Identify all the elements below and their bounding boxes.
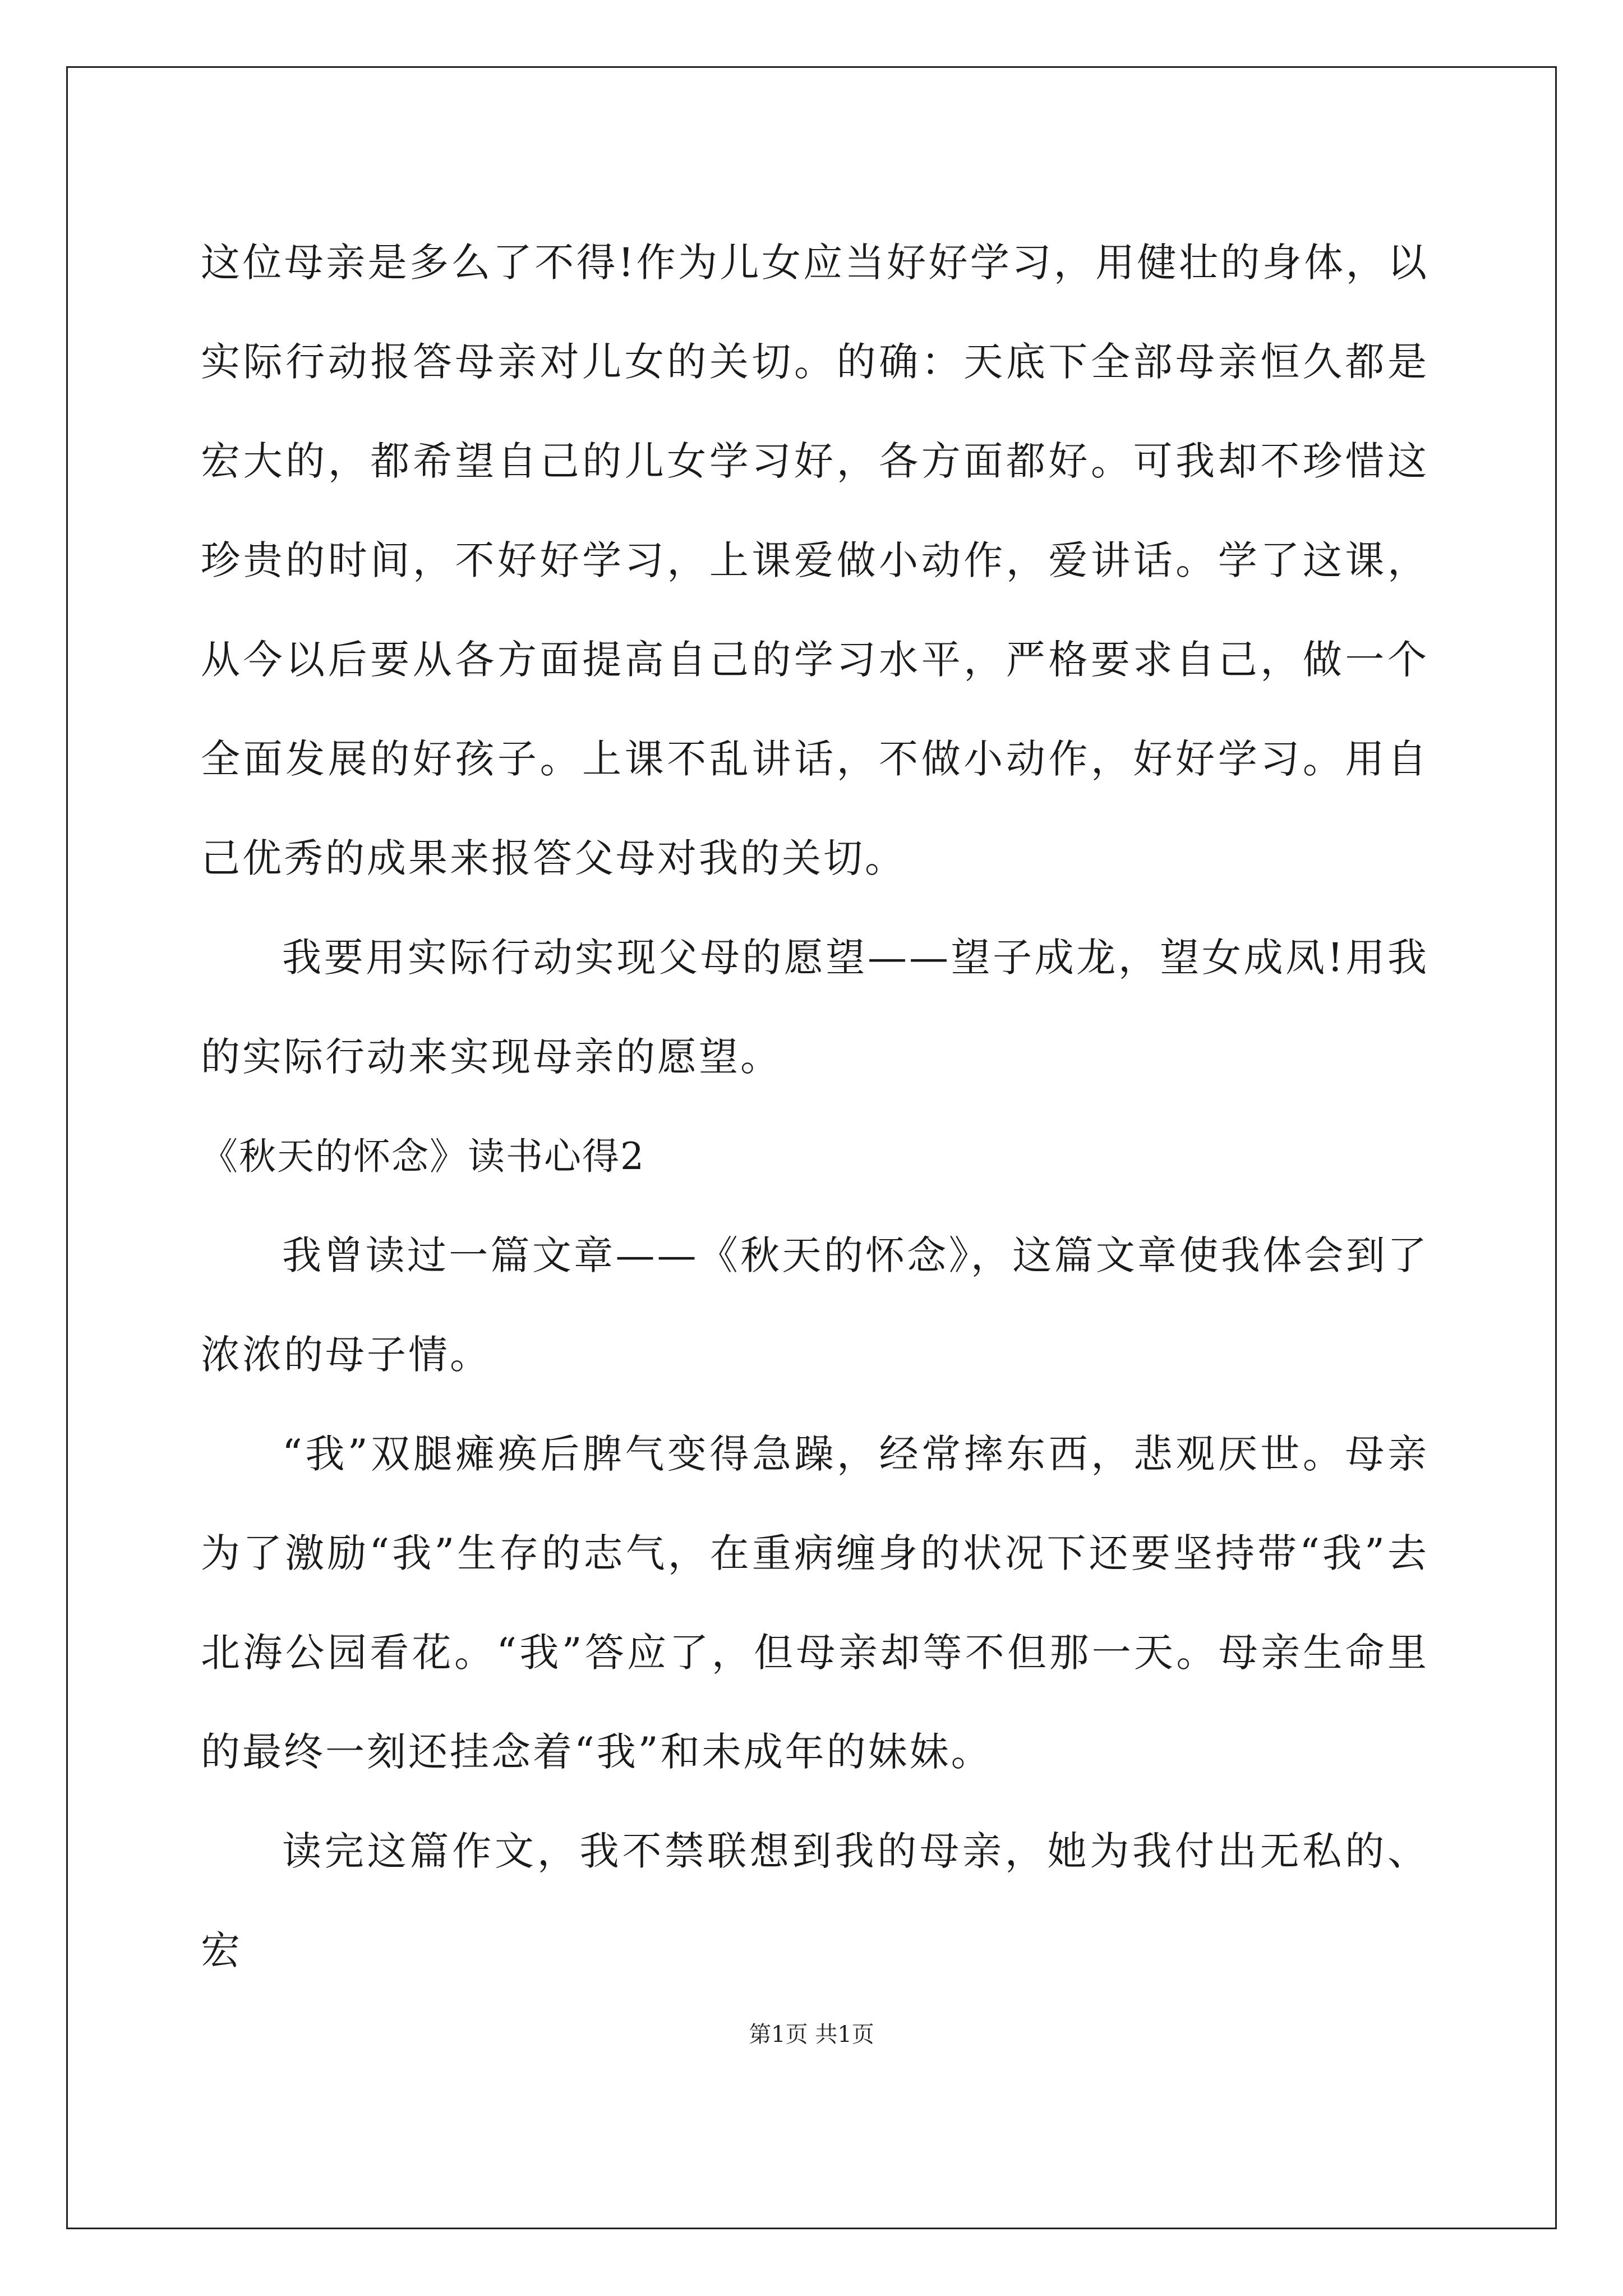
- paragraph-1: 这位母亲是多么了不得!作为儿女应当好好学习，用健壮的身体，以实际行动报答母亲对儿女的关切。的确：天底下全部母亲恒久都是宏大的，都希望自己的儿女学习好，各方面都好。可我却不珍惜这珍贵的时间，不好好学习，上课爱做小动作，爱讲话。学了这课，从今以后要从各方面提高自己的学习水平，严格要求自己，做一个全面发展的好孩子。上课不乱讲话，不做小动作，好好学习。用自己优秀的成果来报答父母对我的关切。: [201, 240, 1429, 881]
- page-footer: 第1页 共1页: [749, 2022, 874, 2047]
- paragraph-3: 我曾读过一篇文章——《秋天的怀念》，这篇文章使我体会到了浓浓的母子情。: [201, 1232, 1429, 1378]
- paragraph-5: 读完这篇作文，我不禁联想到我的母亲，她为我付出无私的、宏: [201, 1828, 1429, 1973]
- document-body: [201, 213, 1429, 2000]
- paragraph-4: “我”双腿瘫痪后脾气变得急躁，经常摔东西，悲观厌世。母亲为了激励“我”生存的志气，在重病缠身的状况下还要坚持带“我”去北海公园看花。“我”答应了，但母亲却等不但那一天。母亲生命里的最终一刻还挂念着“我”和未成年的妹妹。: [201, 1431, 1429, 1775]
- section-heading: 《秋天的怀念》读书心得2: [201, 1135, 645, 1178]
- paragraph-2: 我要用实际行动实现父母的愿望——望子成龙，望女成凤!用我的实际行动来实现母亲的愿望。: [201, 935, 1429, 1080]
